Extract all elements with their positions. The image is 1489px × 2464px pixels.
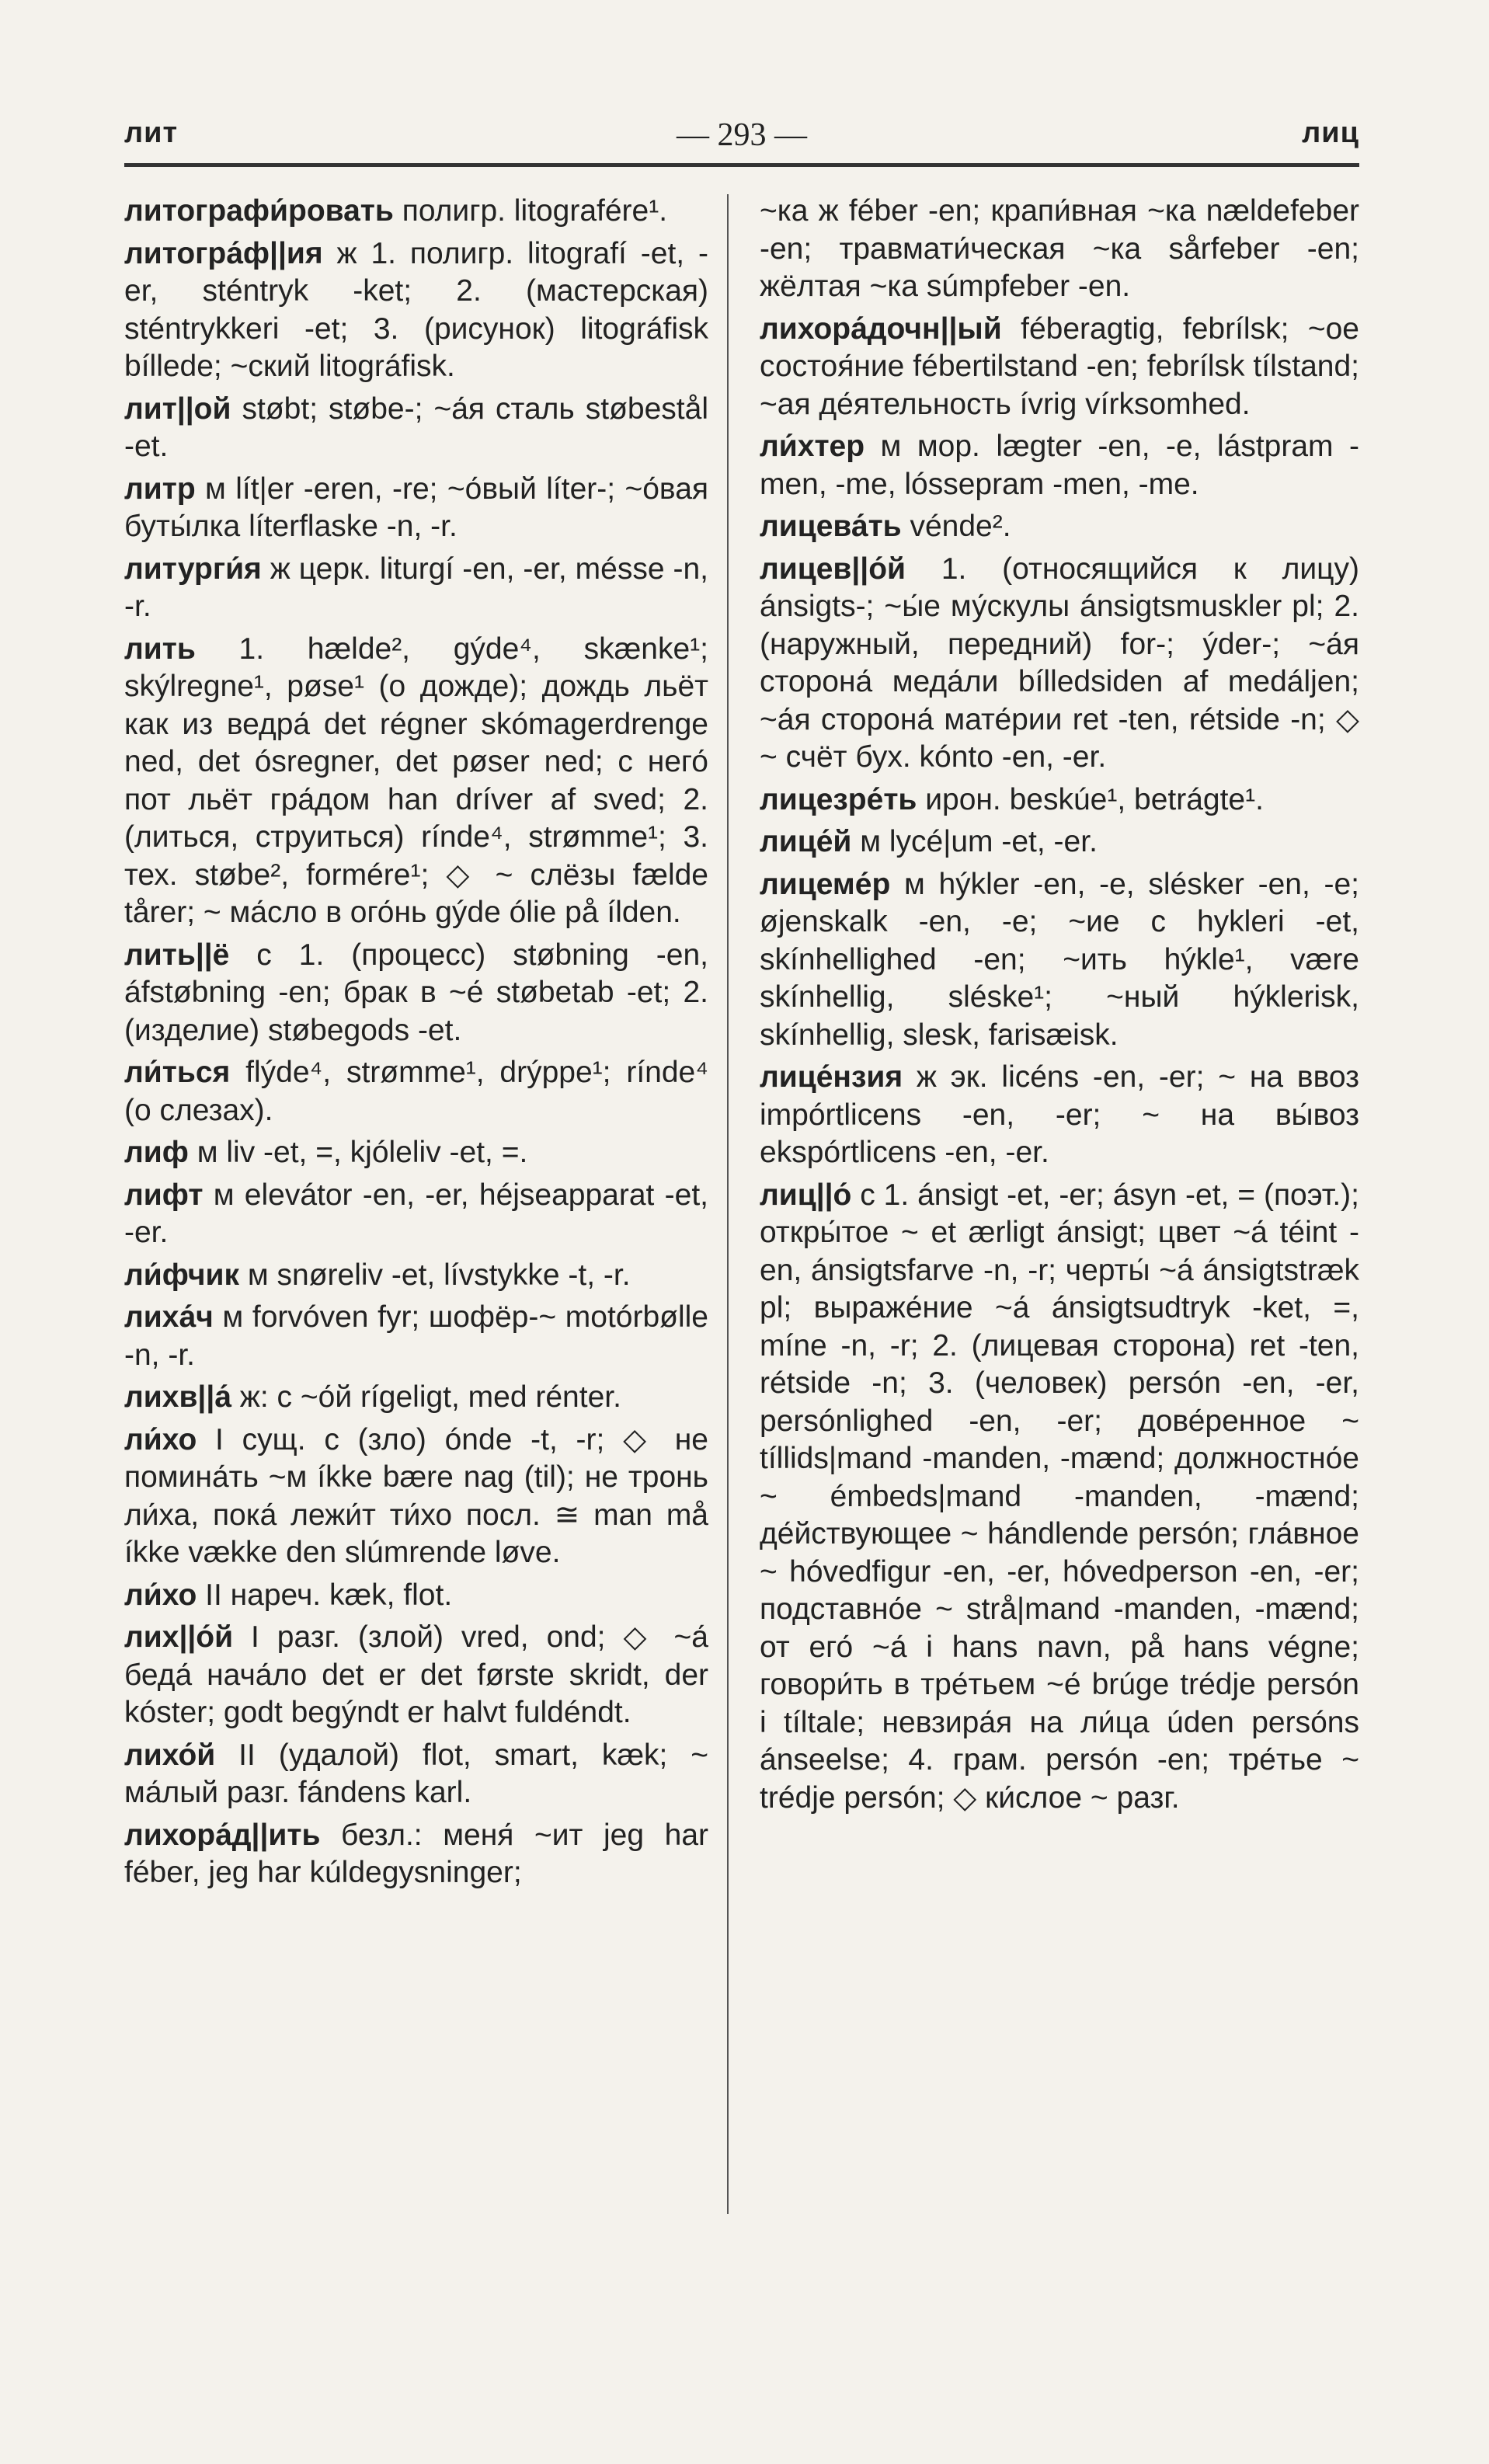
entry-headword: лихора́дочн||ый	[760, 311, 1002, 346]
entry-headword: лиф	[124, 1136, 189, 1169]
entry-definition: м мор. lægter -en, -e, lástpram -men, -me, lóssepram -men, -me.	[760, 430, 1359, 501]
column-divider	[727, 194, 729, 2214]
right-column	[760, 193, 1359, 1822]
entry-headword: ли́хо	[124, 1578, 197, 1612]
entry-definition: ирон. beskúe¹, betrágte¹.	[917, 782, 1264, 816]
entry-headword: литр	[124, 472, 196, 506]
entry-definition: с 1. (процесс) støbning -en, áfstøbning -en; брак в ~е́ støbetab -et; 2. (изделие) støbegods -et.	[124, 938, 708, 1047]
entry-headword: лице́нзия	[760, 1060, 903, 1094]
left-column	[124, 193, 708, 1897]
entry-headword: ли́фчик	[124, 1258, 240, 1292]
entry-definition: м lycé|um -et, -er.	[851, 825, 1098, 858]
entry-definition: м forvóven fyr; шофёр-~ motórbølle -n, -r.	[124, 1300, 708, 1372]
entry-headword: лицева́ть	[760, 510, 902, 543]
entry-definition: м elevátor -en, -er, héjseapparat -et, -er.	[124, 1178, 708, 1249]
dictionary-entry	[124, 1817, 708, 1892]
entry-headword: лить||ё	[124, 938, 230, 972]
dictionary-entry	[760, 508, 1359, 546]
entry-headword: лихора́д||ить	[124, 1818, 321, 1852]
dictionary-entry	[760, 1177, 1359, 1818]
dictionary-entry	[760, 1059, 1359, 1172]
dictionary-entry	[124, 1134, 708, 1172]
entry-definition: ж эк. licéns -en, -er; ~ на ввоз impórtlicens -en, -er; ~ на вы́воз ekspórtlicens -en, -er.	[760, 1060, 1359, 1169]
dictionary-entry	[760, 311, 1359, 424]
dictionary-entry	[760, 823, 1359, 861]
dictionary-entry	[760, 193, 1359, 306]
entry-definition: м liv -et, =, kjóleliv -et, =.	[188, 1136, 528, 1169]
dictionary-entry	[124, 193, 708, 231]
entry-definition: féberagtig, febrílsk; ~ое состоя́ние fébertilstand -en; febrílsk tílstand; ~ая де́ятельность ívrig vírksomhed.	[760, 311, 1359, 421]
entry-definition: ж 1. полигр. litografí -et, -er, sténtryk -ket; 2. (мастерская) sténtrykkeri -et; 3. (рисунок) litográfisk bílledе; ~ский litográfisk.	[124, 236, 708, 383]
page-number: — 293 —	[677, 117, 807, 153]
dictionary-entry	[760, 866, 1359, 1055]
dictionary-entry	[124, 1299, 708, 1374]
entry-definition: полигр. litograférе¹.	[393, 194, 668, 228]
entry-definition: ж церк. liturgí -en, -er, mésse -n, -r.	[124, 552, 708, 623]
entry-definition: 1. (относящийся к лицу) ánsigts-; ~ы́е му́скулы ánsigtsmuskler pl; 2. (наружный, передний) for-; ýder-; ~а́я сторона́ меда́ли bílledsiden af medáljen; ~а́я сторона́ мате́рии ret -ten, rétside -n; ◇ ~ счёт бух. kónto -en, -er.	[760, 552, 1359, 774]
header-left-guideword: лит	[124, 117, 179, 149]
entry-headword: литографи́ровать	[124, 194, 394, 228]
entry-headword: лихо́й	[124, 1738, 216, 1772]
dictionary-entry	[124, 1177, 708, 1252]
dictionary-entry	[124, 1054, 708, 1129]
entry-definition: безл.: меня́ ~ит jeg har féber, jeg har kúldegysninger;	[124, 1818, 708, 1889]
entry-headword: ли́хо	[124, 1422, 197, 1456]
entry-headword: лить	[124, 632, 196, 666]
dictionary-entry	[124, 1422, 708, 1572]
entry-definition: с 1. ánsigt -et, -er; ásyn -et, = (поэт.); откры́тое ~ et ærligt ánsigt; цвет ~а́ téint -en, ánsigtsfarve -n, -r; черты́ ~а́ ánsigtstræk pl; выраже́ние ~а́ ánsigtsudtryk -ket, =, míne -n, -r; 2. (лицевая сторона) ret -ten, rétside -n; 3. (человек) persón -en, -er, persónlighed -en, -er; дове́ренное ~ tíllids|mand -manden, -mænd; должностно́е ~ émbeds|mand -manden, -mænd; де́йствующее ~ hándlende persón; гла́вное ~ hóvedfigur -en, -er, hóvedperson -en, -er; подставно́е ~ strå|mand -manden, -mænd; от его́ ~а́ i hans navn, på hans végne; говори́ть в тре́тьем ~е́ brúge trédje persón i tíltale; невзира́я на ли́ца úden persóns ánseelse; 4. грам. persón -en; тре́тье ~ trédje persón; ◇ ки́слое ~ разг.	[760, 1178, 1359, 1815]
entry-headword: лих||о́й	[124, 1620, 234, 1654]
dictionary-entry	[124, 1577, 708, 1615]
entry-headword: лиха́ч	[124, 1300, 214, 1334]
dictionary-entry	[124, 1379, 708, 1417]
entry-headword: ли́хтер	[760, 430, 865, 463]
entry-headword: лицезре́ть	[760, 782, 917, 816]
entry-headword: лиц||о́	[760, 1178, 852, 1212]
entry-definition: I сущ. с (зло) ónde -t, -r; ◇ не помина́ть ~м íkke bære nag (til); не тронь ли́ха, пока́ лежи́т ти́хо посл. ≅ man må íkke vække den slúmrende løve.	[124, 1422, 708, 1569]
dictionary-entry	[124, 235, 708, 386]
dictionary-entry	[760, 551, 1359, 777]
entry-headword: лицеме́р	[760, 867, 891, 901]
entry-headword: лице́й	[760, 825, 852, 858]
entry-headword: лифт	[124, 1178, 204, 1212]
dictionary-entry	[124, 1619, 708, 1732]
dictionary-entry	[124, 937, 708, 1050]
entry-headword: ли́ться	[124, 1056, 231, 1089]
entry-definition: м lít|er -eren, -re; ~о́вый líter-; ~о́вая буты́лка líterflaske -n, -r.	[124, 472, 708, 543]
entry-definition: støbt; støbe-; ~а́я сталь støbestål -et.	[124, 392, 708, 463]
entry-definition: II (удалой) flot, smart, kæk; ~ ма́лый разг. fándens karl.	[124, 1738, 708, 1809]
entry-definition: flýde⁴, strømme¹, drýppe¹; rínde⁴ (о слезах).	[124, 1056, 708, 1127]
dictionary-entry	[124, 1257, 708, 1295]
entry-definition: I разг. (злой) vred, ond; ◇ ~а́ беда́ нача́ло det er det første skridt, der kóster; godt begýndt er halvt fuldéndt.	[124, 1620, 708, 1729]
dictionary-entry	[760, 781, 1359, 820]
header-rule	[124, 163, 1359, 167]
dictionary-entry	[760, 428, 1359, 503]
entry-definition: ж: с ~о́й rígeligt, med rénter.	[231, 1380, 621, 1414]
entry-definition: 1. hælde², gýde⁴, skænke¹; skýlregne¹, pøse¹ (о дожде); дождь льёт как из ведра́ det régner skómagerdrenge ned, det ósregner, det pøser ned; с него́ пот льёт гра́дом han dríver af sved; 2. (литься, струиться) rínde⁴, strømme¹; 3. тех. støbe², formére¹; ◇ ~ слёзы fælde tårer; ~ ма́сло в ого́нь gýde ólie på ílden.	[124, 632, 708, 929]
entry-definition: II нареч. kæk, flot.	[197, 1578, 453, 1612]
entry-definition: ~ка ж féber -en; крапи́вная ~ка nældefeber -en; травмати́ческая ~ка sårfeber -en; жёлтая ~ка súmpfeber -en.	[760, 194, 1359, 303]
dictionary-entry	[124, 631, 708, 932]
dictionary-entry	[124, 551, 708, 626]
dictionary-entry	[124, 471, 708, 546]
entry-definition: м hýkler -en, -e, slésker -en, -e; øjenskalk -en, -e; ~ие с hykleri -et, skínhellighed -en; ~ить hýkle¹, være skínhellig, sléske¹; ~ный hýklerisk, skínhellig, slesk, farisæisk.	[760, 867, 1359, 1052]
entry-headword: лихв||а́	[124, 1380, 231, 1414]
page-header	[124, 117, 1359, 163]
entry-headword: литогра́ф||ия	[124, 236, 323, 270]
dictionary-entry	[124, 391, 708, 466]
entry-headword: литурги́я	[124, 552, 262, 586]
entry-headword: лицев||о́й	[760, 552, 906, 586]
entry-definition: vénde².	[901, 510, 1011, 543]
header-right-guideword: лиц	[1302, 117, 1359, 149]
dictionary-entry	[124, 1737, 708, 1812]
entry-definition: м snøreliv -et, lívstykke -t, -r.	[239, 1258, 631, 1292]
entry-headword: лит||ой	[124, 392, 231, 426]
